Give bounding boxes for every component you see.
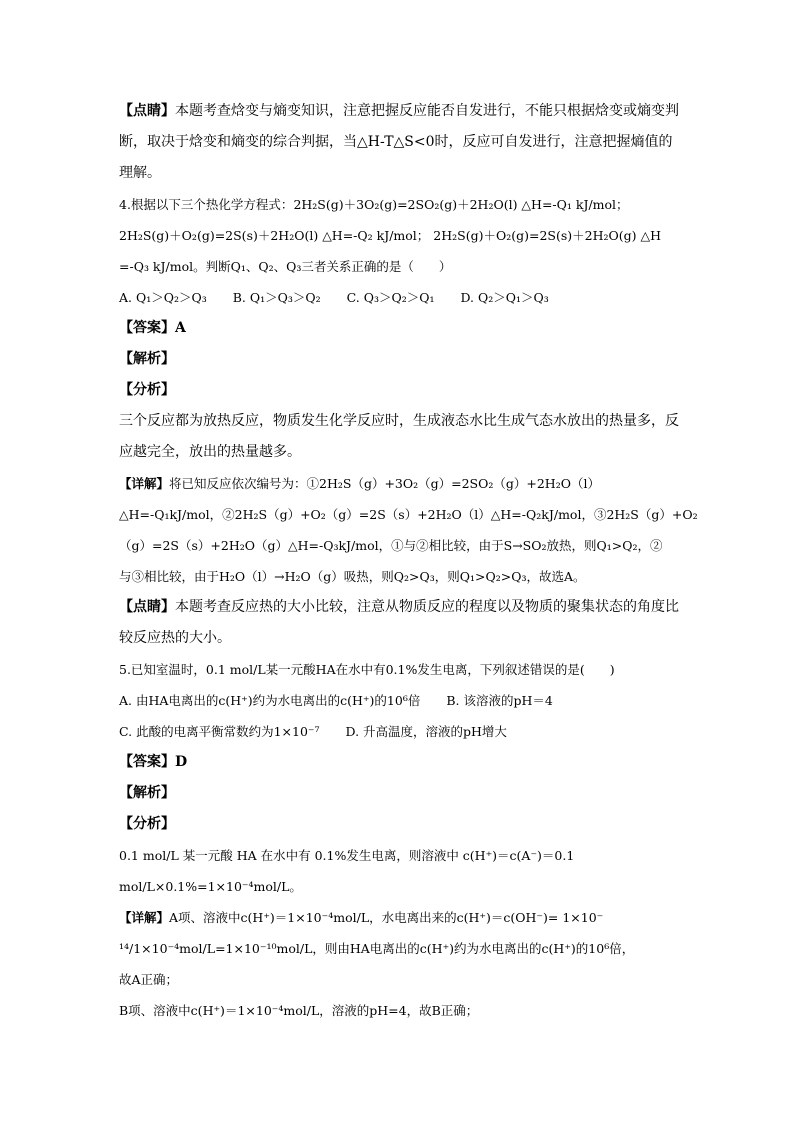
option-a: A. Q₁＞Q₂＞Q₃ [119,290,207,305]
option-b: B. Q₁＞Q₃＞Q₂ [232,290,321,305]
question-4-detail-1: 【详解】将已知反应依次编号为：①2H₂S（g）+3O₂（g）=2SO₂（g）+2H₂O（l） [119,476,600,491]
question-4-equations: 2H₂S(g)＋O₂(g)=2S(s)＋2H₂O(l) △H=-Q₂ kJ/mol； 2H₂S(g)＋O₂(g)=2S(s)＋2H₂O(g) △H [119,228,662,243]
question-5-options-cd [119,716,679,747]
dianjing-line-2: 断，取决于焓变和熵变的综合判据，当△H-T△S<0时，反应可自发进行，注意把握熵值的 [119,134,673,150]
dianjing-paragraph: 【点睛】本题考查焓变与熵变知识，注意把握反应能否自发进行，不能只根据焓变或熵变判 [119,103,679,119]
option-c: C. 此酸的电离平衡常数约为1×10⁻⁷ [119,724,320,739]
question-5-detail-3: 故A正确； [119,972,179,987]
option-d: D. 升高温度，溶液的pH增大 [345,724,507,739]
question-4-analysis-2: 应越完全，放出的热量越多。 [119,444,301,460]
question-5-analysis-1: 0.1 mol/L 某一元酸 HA 在水中有 0.1%发生电离，则溶液中 c(H⁺)＝c(A⁻)＝0.1 [119,848,575,863]
question-5-stem: 5.已知室温时，0.1 mol/L某一元酸HA在水中有0.1%发生电离，下列叙述错误的是( ) [119,662,615,677]
question-4-fenxi: 【分析】 [119,382,175,398]
question-4-dianjing-2: 较反应热的大小。 [119,630,231,646]
question-5-detail-4: B项、溶液中c(H⁺)＝1×10⁻⁴mol/L，溶液的pH=4，故B正确； [119,1003,479,1018]
question-5-analysis-2: mol/L×0.1%=1×10⁻⁴mol/L。 [119,879,302,894]
question-5-fenxi: 【分析】 [119,816,175,832]
question-5-jiexi: 【解析】 [119,785,175,801]
question-4-dianjing: 【点睛】本题考查反应热的大小比较，注意从物质反应的程度以及物质的聚集状态的角度比 [119,599,679,615]
question-4-detail-2: △H=-Q₁kJ/mol，②2H₂S（g）+O₂（g）=2S（s）+2H₂O（l）△H=-Q₂kJ/mol，③2H₂S（g）+O₂ [119,507,698,522]
question-4-answer: 【答案】A [119,320,186,336]
question-4-analysis-1: 三个反应都为放热反应，物质发生化学反应时，生成液态水比生成气态水放出的热量多，反 [119,413,679,429]
option-c: C. Q₃＞Q₂＞Q₁ [346,290,435,305]
option-d: D. Q₂＞Q₁＞Q₃ [460,290,549,305]
question-4-detail-3: （g）=2S（s）+2H₂O（g）△H=-Q₃kJ/mol，①与②相比较，由于S→SO₂放热，则Q₁>Q₂，② [119,538,663,553]
question-5-detail-1: 【详解】A项、溶液中c(H⁺)＝1×10⁻⁴mol/L，水电离出来的c(H⁺)＝c(OH⁻)= 1×10⁻ [119,910,604,925]
option-a: A. 由HA电离出的c(H⁺)约为水电离出的c(H⁺)的10⁶倍 [119,693,421,708]
dianjing-tag: 【点睛】 [119,103,175,119]
question-5-detail-2: ¹⁴/1×10⁻⁴mol/L=1×10⁻¹⁰mol/L，则由HA电离出的c(H⁺)约为水电离出的c(H⁺)的10⁶倍， [119,941,635,956]
question-4-stem-end: =-Q₃ kJ/mol。判断Q₁、Q₂、Q₃三者关系正确的是（ ） [119,259,452,274]
question-4-jiexi: 【解析】 [119,351,175,367]
question-5-answer: 【答案】D [119,754,188,770]
question-5-options-ab [119,685,679,716]
dianjing-line-3: 理解。 [119,165,161,181]
document-page [119,96,698,1026]
question-4-options [119,282,679,313]
question-4-detail-4: 与③相比较，由于H₂O（l）→H₂O（g）吸热，则Q₂>Q₃，则Q₁>Q₂>Q₃，故选A。 [119,569,586,584]
option-b: B. 该溶液的pH＝4 [446,693,553,708]
question-4-stem: 4.根据以下三个热化学方程式：2H₂S(g)＋3O₂(g)=2SO₂(g)＋2H₂O(l) △H=-Q₁ kJ/mol； [119,197,629,212]
